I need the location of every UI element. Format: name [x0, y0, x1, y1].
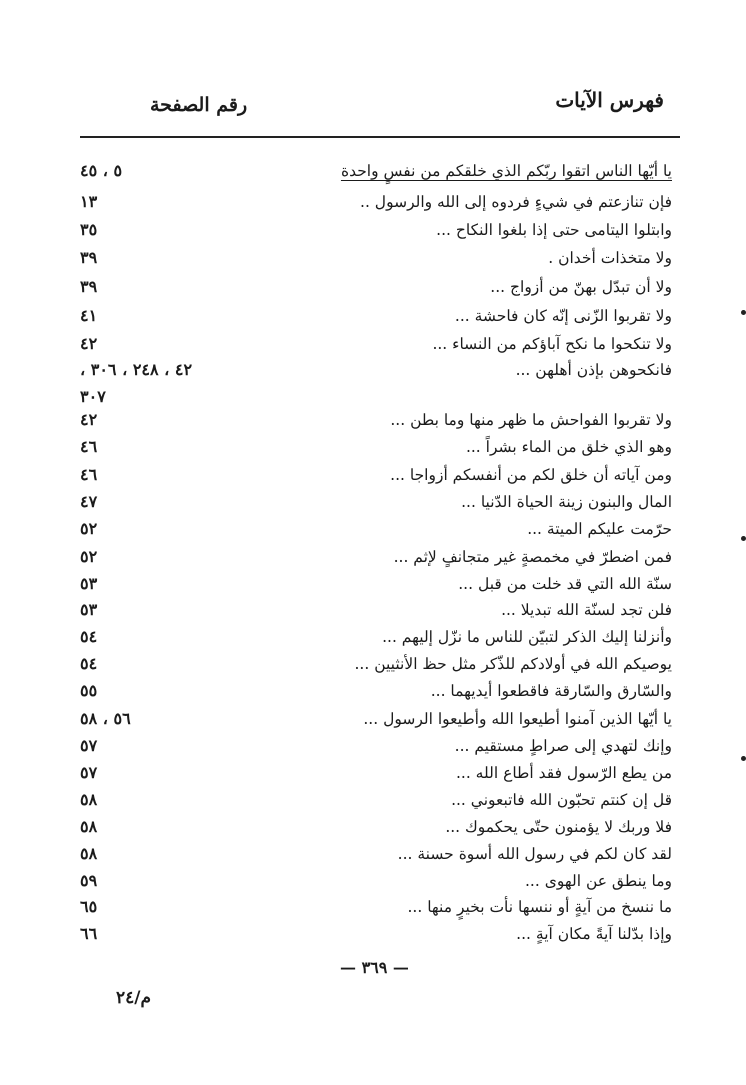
verse-text: من يطع الرّسول فقد أطاع الله ...	[455, 764, 672, 782]
index-row	[0, 921, 746, 947]
verse-text: المال والبنون زينة الحياة الدّنيا ...	[461, 493, 672, 511]
header-divider	[80, 136, 680, 138]
page-refs: ٥٢	[80, 519, 98, 538]
verse-text: فلا وربك لا يؤمنون حتّى يحكموك ...	[445, 818, 672, 836]
index-row	[0, 158, 746, 184]
index-row	[0, 434, 746, 460]
verse-text: يوصيكم الله في أولادكم للذّكر مثل حظ الأنثيين ...	[354, 655, 672, 673]
index-row	[0, 841, 746, 867]
page-refs: ٥٧	[80, 763, 98, 782]
index-row	[0, 462, 746, 488]
index-row	[0, 597, 746, 623]
page-refs: ٤٢	[80, 334, 98, 353]
page-refs: ٤١	[80, 306, 98, 325]
page-refs: ٥٤	[80, 654, 98, 673]
scan-speck	[741, 756, 746, 761]
verse-text: ولا تنكحوا ما نكح آباؤكم من النساء ...	[432, 335, 672, 353]
verse-text: حرّمت عليكم الميتة ...	[527, 520, 672, 538]
page-refs: ١٣	[80, 192, 98, 211]
verse-text: وما ينطق عن الهوى ...	[525, 872, 672, 890]
page-refs: ٥ ، ٤٥	[80, 161, 123, 180]
index-row	[0, 245, 746, 271]
index-row	[0, 760, 746, 786]
verse-text: ولا تقربوا الفواحش ما ظهر منها وما بطن ...	[390, 411, 672, 429]
index-row	[0, 733, 746, 759]
page-refs: ٥٧	[80, 736, 98, 755]
verse-text: سنّة الله التي قد خلت من قبل ...	[458, 575, 672, 593]
page-refs: ٥٤	[80, 627, 98, 646]
index-row	[0, 678, 746, 704]
index-row	[0, 814, 746, 840]
index-row	[0, 407, 746, 433]
verse-text: فمن اضطرّ في مخمصةٍ غير متجانفٍ لإثم ...	[393, 548, 672, 566]
page-refs: ٥٢	[80, 547, 98, 566]
index-row	[0, 489, 746, 515]
index-row	[0, 544, 746, 570]
verse-text: قل إن كنتم تحبّون الله فاتبعوني ...	[451, 791, 672, 809]
verse-text: وهو الذي خلق من الماء بشراً ...	[465, 438, 672, 456]
index-row	[0, 624, 746, 650]
page-refs: ٤٢	[80, 410, 98, 429]
page-refs: ٦٥	[80, 897, 98, 916]
page-refs: ٥٨	[80, 790, 98, 809]
page-refs: ٣٩	[80, 277, 98, 296]
verse-text: فإن تنازعتم في شيءٍ فردوه إلى الله والرسول ..	[360, 193, 672, 211]
verse-text: يا أيّها الناس اتقوا ربّكم الذي خلقكم من نفسٍ واحدة	[340, 162, 672, 180]
page-refs: ٥٨	[80, 817, 98, 836]
page-refs: ٥٣	[80, 600, 98, 619]
verse-text: ومن آياته أن خلق لكم من أنفسكم أزواجا ...	[390, 466, 672, 484]
index-row	[0, 217, 746, 243]
index-row	[0, 868, 746, 894]
page-number: — ٣٦٩ —	[340, 958, 409, 977]
verse-text: يا أيّها الذين آمنوا أطيعوا الله وأطيعوا الرسول ...	[363, 710, 672, 728]
index-row	[0, 706, 746, 732]
verse-text: ولا متخذات أخدان .	[548, 249, 672, 267]
verse-text: فانكحوهن بإذن أهلهن ...	[515, 361, 672, 379]
page-refs: ٤٦	[80, 465, 98, 484]
verse-text: وإنك لتهدي إلى صراطٍ مستقيم ...	[454, 737, 672, 755]
scan-speck	[741, 536, 746, 541]
index-row	[0, 331, 746, 357]
index-row	[0, 894, 746, 920]
page-refs: ٣٥	[80, 220, 98, 239]
page-refs: ٦٦	[80, 924, 98, 943]
page-refs: ٥٩	[80, 871, 98, 890]
verse-text: ما ننسخ من آيةٍ أو ننسها نأت بخيرٍ منها ...	[407, 898, 672, 916]
page-refs: ٥٥	[80, 681, 98, 700]
page-refs: ٥٦ ، ٥٨	[80, 709, 131, 728]
index-row	[0, 274, 746, 300]
verse-text: وابتلوا اليتامى حتى إذا بلغوا النكاح ...	[436, 221, 672, 239]
page-column-title: رقم الصفحة	[150, 94, 248, 116]
verse-text: وإذا بدّلنا آيةً مكان آيةٍ ...	[516, 925, 672, 943]
index-row	[0, 189, 746, 215]
index-row	[0, 787, 746, 813]
index-row	[0, 651, 746, 677]
page-refs: ٤٦	[80, 437, 98, 456]
page-refs: ٣٠٧	[80, 387, 106, 406]
page-refs: ٥٣	[80, 574, 98, 593]
index-title: فهرس الآيات	[555, 88, 664, 112]
page-refs: ٥٨	[80, 844, 98, 863]
signature-mark: م/٢٤	[116, 988, 151, 1008]
page-refs: ٤٧	[80, 492, 98, 511]
page-refs: ٣٩	[80, 248, 98, 267]
index-row	[0, 357, 746, 383]
verse-text: ولا تقربوا الزّنى إنّه كان فاحشة ...	[454, 307, 672, 325]
index-row	[0, 303, 746, 329]
verse-text: ولا أن تبدّل بهنّ من أزواج ...	[490, 278, 672, 296]
verse-text: والسّارق والسّارقة فاقطعوا أيديهما ...	[430, 682, 672, 700]
verse-text: لقد كان لكم في رسول الله أسوة حسنة ...	[397, 845, 672, 863]
scan-speck	[741, 310, 746, 315]
page-refs: ٤٢ ، ٢٤٨ ، ٣٠٦ ،	[80, 360, 193, 379]
index-row	[0, 571, 746, 597]
verse-text: فلن تجد لسنّة الله تبديلا ...	[501, 601, 672, 619]
verse-text: وأنزلنا إليك الذكر لتبيّن للناس ما نزّل إليهم ...	[382, 628, 672, 646]
index-row	[0, 516, 746, 542]
